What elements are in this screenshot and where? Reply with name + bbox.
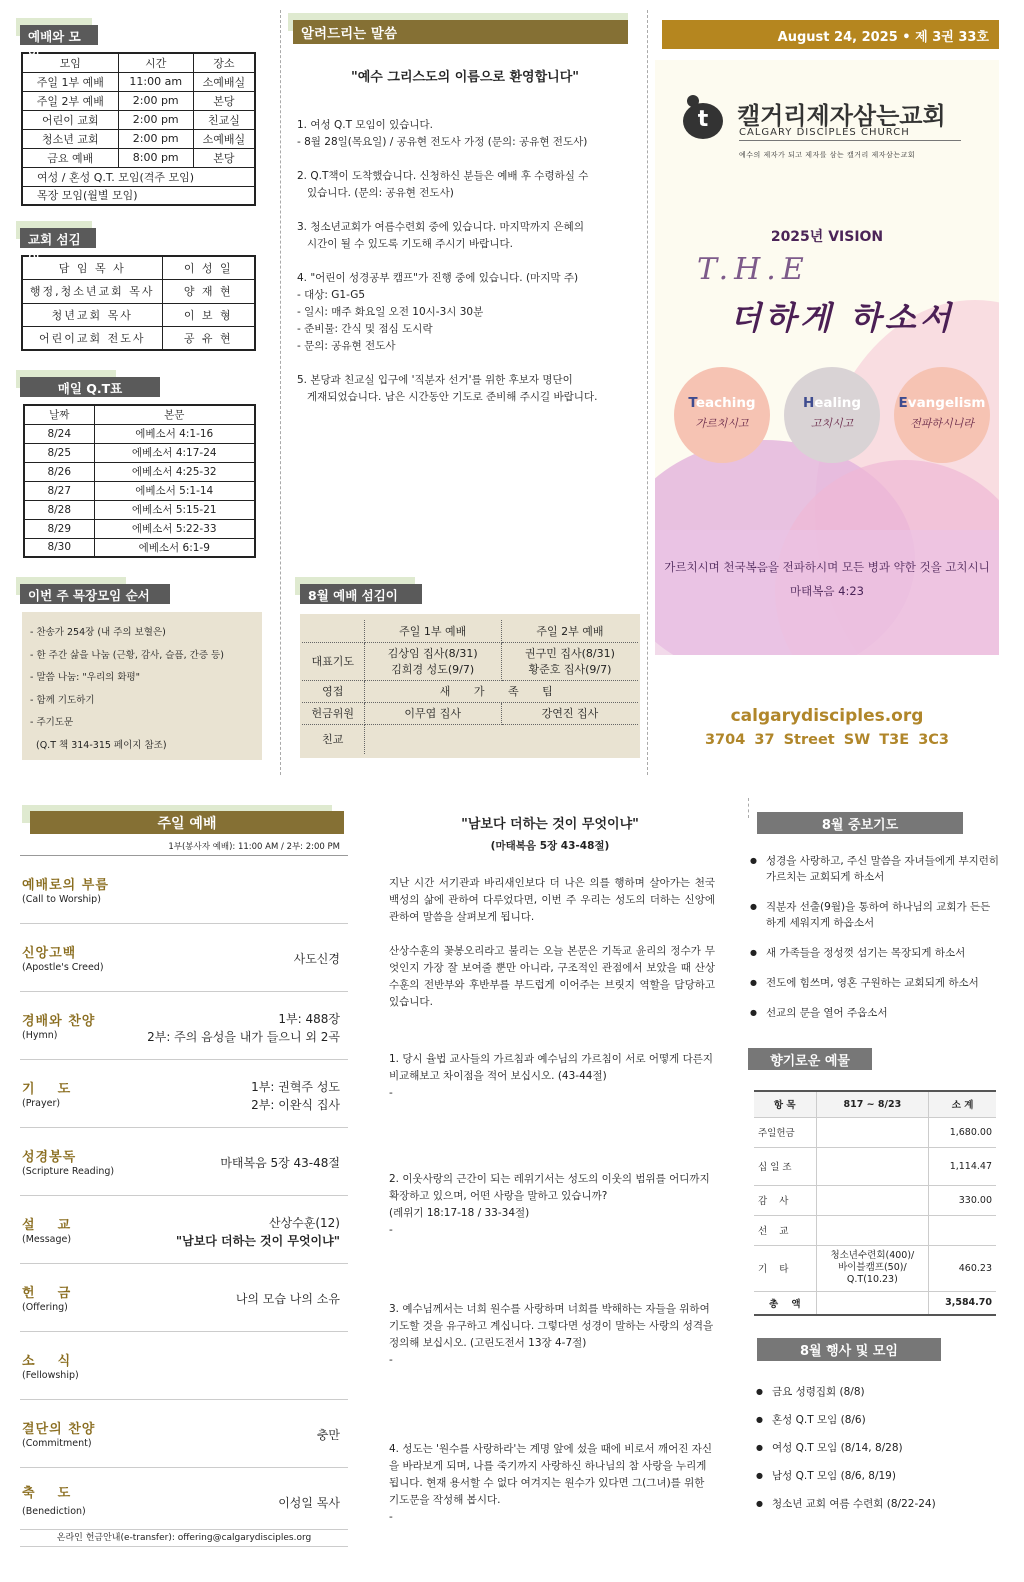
- sermon-ref: (마태복음 5장 43-48절): [490, 840, 610, 852]
- event-item: ● 혼성 Q.T 모임 (8/6): [756, 1412, 1006, 1428]
- table-row: [24, 443, 255, 462]
- cell-heading: 이번 주 목장모임 순서: [20, 584, 170, 604]
- list-item: - 함께 기도하기: [30, 694, 95, 706]
- table-cell: 3,584.70: [929, 1291, 996, 1315]
- table-row: [754, 1185, 996, 1215]
- table-row: [22, 280, 255, 304]
- list-item: (Q.T 책 314-315 페이지 참조): [36, 739, 167, 751]
- worship-item-title: 기 도: [22, 1082, 72, 1097]
- worship-row: [20, 924, 348, 992]
- table-cell: 청소년 교회: [22, 129, 118, 148]
- table-cell: 주일 1부 예배: [22, 72, 118, 91]
- table-row: [22, 327, 255, 351]
- table-cell: 에베소서 5:15-21: [94, 500, 255, 519]
- table-row: [22, 110, 255, 129]
- table-row: [24, 462, 255, 481]
- table-cell: 330.00: [929, 1185, 996, 1215]
- table-cell: 친교실: [193, 110, 255, 129]
- col-header: 주일 2부 예배: [501, 620, 638, 642]
- staff-heading: 교회 섬김이: [20, 228, 96, 248]
- vision-word: [894, 395, 990, 411]
- worship-item-title: 소 식: [22, 1354, 72, 1369]
- table-cell: 공 유 현: [162, 327, 255, 351]
- table-header: [754, 1091, 996, 1117]
- worship-item-value: [294, 950, 340, 968]
- table-cell: [816, 1291, 929, 1315]
- prayer-item: ● 성경을 사랑하고, 주신 말씀을 자녀들에게 부지런히 가르치는 교회되게 하소서: [750, 853, 1000, 885]
- table-cell: 양 재 현: [162, 280, 255, 304]
- worship-item-title: 예배로의 부름: [22, 878, 109, 893]
- qt-heading: 매일 Q.T표: [20, 377, 160, 397]
- worship-item-en: (Commitment): [22, 1438, 92, 1449]
- value-line: 1부: 권혁주 성도: [251, 1080, 340, 1094]
- table-cell: 항 목: [754, 1091, 816, 1117]
- vision-initial: E: [898, 395, 908, 411]
- event-item: ● 금요 성령집회 (8/8): [756, 1384, 1006, 1400]
- table-cell: 1,680.00: [929, 1117, 996, 1147]
- table-cell: 8/24: [24, 424, 94, 443]
- worship-item-value: [317, 1426, 340, 1444]
- table-row: [24, 500, 255, 519]
- worship-row: [20, 1400, 348, 1468]
- cell: 권구민 집사(8/31): [524, 647, 615, 660]
- cell: 새 가 족 팀: [364, 680, 638, 702]
- notice-line: - 일시: 매주 화요일 오전 10시-3시 30분: [297, 306, 484, 318]
- table-cell: 어린이교회 전도사: [22, 327, 162, 351]
- vision-slogan: 더하게 하소서: [730, 299, 955, 337]
- list-item: - 주기도문: [30, 717, 74, 728]
- vision-year: 2025년 VISION: [770, 229, 884, 245]
- worship-row: [20, 1264, 348, 1332]
- table-cell: 감 사: [754, 1185, 816, 1215]
- cell-order-box: [22, 612, 262, 760]
- table-cell: 8:00 pm: [118, 148, 193, 167]
- table-cell: [816, 1117, 929, 1147]
- worship-times: 1부(봉사자 예배): 11:00 AM / 2부: 2:00 PM: [168, 842, 340, 852]
- table-cell: 목장 모임(월별 모임): [22, 186, 255, 205]
- table-row: [22, 129, 255, 148]
- worship-item-title: 헌 금: [22, 1286, 72, 1301]
- row-label: 헌금위원: [302, 702, 364, 724]
- notice-line: - 8월 28일(목요일) / 공유현 전도사 가정 (문의: 공유현 전도사): [297, 136, 588, 148]
- worship-item-en: (Offering): [22, 1302, 68, 1313]
- qt-table: [23, 404, 256, 558]
- worship-row: [20, 856, 348, 924]
- table-row: [24, 538, 255, 557]
- table-cell: 본당: [193, 148, 255, 167]
- sermon-question: 2. 이웃사랑의 근간이 되는 레위기서는 성도의 이웃의 범위를 어디까지 확장하고 있으며, 어떤 사랑을 말하고 있습니까? (레위기 18:17-18 / 33-34절) -: [389, 1173, 710, 1236]
- table-cell: 2:00 pm: [118, 110, 193, 129]
- fold-line: [748, 798, 749, 818]
- notice-item: [297, 219, 637, 253]
- worship-item-value: [278, 1494, 340, 1512]
- table-cell: 장소: [193, 53, 255, 72]
- total-row: [754, 1291, 996, 1315]
- worship-item-value: [236, 1290, 340, 1308]
- events-heading: 8월 행사 및 모임: [757, 1338, 941, 1361]
- table-cell: 이 성 일: [162, 256, 255, 280]
- table-cell: 에베소서 4:17-24: [94, 443, 255, 462]
- table-cell: 주일헌금: [754, 1117, 816, 1147]
- notice-line: 2. Q.T책이 도착했습니다. 신청하신 분들은 예배 후 수령하실 수: [297, 170, 589, 182]
- sermon-question: 1. 당시 율법 교사들의 가르침과 예수님의 가르침이 서로 어떻게 다른지 비교해보고 차이점을 적어 보십시오. (43-44절) -: [389, 1053, 714, 1099]
- vision-rest: eaching: [695, 395, 756, 411]
- table-cell: 에베소서 5:1-14: [94, 481, 255, 500]
- servers-heading: 8월 예배 섬김이: [300, 584, 422, 604]
- online-offering-info: 온라인 헌금안내(e-transfer): offering@calgarydisciples.org: [20, 1530, 348, 1547]
- vision-ko: 전파하시니라: [910, 417, 974, 430]
- table-row: [754, 1215, 996, 1245]
- worship-item-title: 설 교: [22, 1218, 72, 1233]
- table-row: [22, 256, 255, 280]
- table-cell: 1,114.47: [929, 1147, 996, 1185]
- table-cell: 십 일 조: [754, 1147, 816, 1185]
- worship-row: [20, 1196, 348, 1264]
- church-name-en: CALGARY DISCIPLES CHURCH: [739, 127, 961, 141]
- events-list: [756, 1384, 1006, 1524]
- table-cell: 460.23: [929, 1245, 996, 1291]
- notice-line: 4. "어린이 성경공부 캠프"가 진행 중에 있습니다. (마지막 주): [297, 272, 579, 284]
- notice-line: 5. 본당과 친교실 입구에 '직분자 선거'를 위한 후보자 명단이: [297, 374, 573, 386]
- table-cell: 에베소서 5:22-33: [94, 519, 255, 538]
- vision-circle: [894, 367, 990, 463]
- vision-circle: [784, 367, 880, 463]
- table-cell: 2:00 pm: [118, 91, 193, 110]
- sermon-paragraph: 산상수훈의 꽃봉오리라고 불리는 오늘 본문은 기독교 윤리의 정수가 무엇인지 가장 잘 보여줄 뿐만 아니라, 구조적인 관점에서 보았을 때 산상수훈의 전반부와 후반부를 부드럽게 이어주는 브릿지 역할을 담당하고 있습니다.: [389, 945, 715, 1008]
- table-row: [22, 303, 255, 327]
- vision-ko: 고치시고: [810, 417, 854, 430]
- event-item: ● 남성 Q.T 모임 (8/6, 8/19): [756, 1468, 1006, 1484]
- row-label: 대표기도: [302, 642, 364, 680]
- cell: 김상임 집사(8/31): [387, 647, 478, 660]
- table-row: [22, 72, 255, 91]
- notice-line: - 준비물: 간식 및 점심 도시락: [297, 323, 433, 335]
- notice-line: 시간이 될 수 있도록 기도해 주시기 바랍니다.: [297, 238, 513, 250]
- table-row: [754, 1245, 996, 1291]
- table-cell: [816, 1215, 929, 1245]
- staff-table: [21, 255, 256, 351]
- worship-item-en: (Prayer): [22, 1098, 61, 1109]
- verse-ref: 마태복음 4:23: [790, 584, 864, 598]
- worship-item-title: 축 도: [22, 1486, 72, 1501]
- notice-line: 1. 여성 Q.T 모임이 있습니다.: [297, 119, 434, 131]
- table-cell: 여성 / 혼성 Q.T. 모임(격주 모임): [22, 167, 255, 186]
- table-cell: 금요 예배: [22, 148, 118, 167]
- worship-item-en: (Hymn): [22, 1030, 58, 1041]
- verse: 가르치시며 천국복음을 전파하시며 모든 병과 약한 것을 고치시니: [664, 560, 990, 574]
- vision-word: [674, 395, 770, 411]
- worship-row: [20, 1060, 348, 1128]
- vision-initial: H: [802, 395, 815, 411]
- event-item: ● 여성 Q.T 모임 (8/14, 8/28): [756, 1440, 1006, 1456]
- table-cell: 본당: [193, 91, 255, 110]
- table-cell: 주일 2부 예배: [22, 91, 118, 110]
- table-cell: 8/30: [24, 538, 94, 557]
- table-cell: 에베소서 6:1-9: [94, 538, 255, 557]
- worship-item-value: [147, 1010, 340, 1046]
- sermon-question: 4. 성도는 '원수를 사랑하라'는 계명 앞에 섰을 때에 비로서 깨어진 자신을 바라보게 되며, 나를 죽기까지 사랑하신 하나님의 참 사랑을 누리게 됩니다. 현재 용서할 수 없다 여겨지는 원수가 있다면 그(그녀)를 위한 기도문을 작성해 봅시다. -: [389, 1443, 713, 1523]
- value-line: 2부: 이완식 집사: [251, 1098, 340, 1112]
- welcome-title: "예수 그리스도의 이름으로 환영합니다": [350, 70, 580, 85]
- notice-line: 있습니다. (문의: 공유현 전도사): [297, 187, 454, 199]
- worship-item-title: 결단의 찬양: [22, 1422, 96, 1437]
- table-row: [22, 167, 255, 186]
- value-line: 이성일 목사: [278, 1496, 340, 1510]
- value-line: "남보다 더하는 것이 무엇이냐": [175, 1234, 340, 1248]
- value-line: 사도신경: [293, 952, 340, 966]
- table-cell: 총 액: [754, 1291, 816, 1315]
- church-name-ko: 캘거리제자삼는교회: [737, 102, 946, 130]
- sermon-body: [389, 875, 715, 1526]
- table-row: [754, 1117, 996, 1147]
- sermon-paragraph: 지난 시간 서기관과 바리새인보다 더 나은 의를 행하며 살아가는 천국 백성의 삶에 관하여 다루었다면, 이번 주 우리는 성도의 더하는 신앙에 관하여 말씀을 살펴보게 됩니다.: [389, 877, 715, 923]
- table-cell: 소예배실: [193, 129, 255, 148]
- table-cell: 11:00 am: [118, 72, 193, 91]
- vision-ko: 가르치시고: [695, 417, 749, 430]
- table-cell: 소예배실: [193, 72, 255, 91]
- worship-heading: 주일 예배: [30, 811, 344, 834]
- meetings-table: [21, 52, 256, 206]
- worship-item-title: 경배와 찬양: [22, 1014, 96, 1029]
- table-row: [24, 481, 255, 500]
- table-cell: 2:00 pm: [118, 129, 193, 148]
- table-row: [22, 148, 255, 167]
- value-line: 충만: [316, 1428, 340, 1442]
- table-cell: 청소년수련회(400)/ 바이블캠프(50)/ Q.T(10.23): [816, 1245, 929, 1291]
- vision-circle: [674, 367, 770, 463]
- table-cell: 청년교회 목사: [22, 303, 162, 327]
- fold-line: [280, 10, 281, 775]
- list-item: - 말씀 나눔: "우리의 화평": [30, 672, 141, 683]
- cell: 황준호 집사(9/7): [528, 663, 612, 676]
- worship-item-value: [220, 1154, 340, 1172]
- worship-item-title: 성경봉독: [22, 1150, 77, 1165]
- value-line: 1부: 488장: [278, 1012, 340, 1026]
- table-cell: 8/27: [24, 481, 94, 500]
- worship-item-en: (Fellowship): [22, 1370, 79, 1381]
- notice-line: - 문의: 공유현 전도사: [297, 340, 396, 352]
- motto: 예수의 제자가 되고 제자를 삼는 캘거리 제자삼는교회: [739, 151, 916, 159]
- worship-item-en: (Call to Worship): [22, 894, 101, 905]
- table-row: [24, 424, 255, 443]
- table-cell: 이 보 형: [162, 303, 255, 327]
- date-bar: August 24, 2025 • 제 3권 33호: [662, 20, 999, 49]
- vision-initial: T: [688, 395, 696, 411]
- table-cell: 모임: [22, 53, 118, 72]
- the-title: T.H.E: [697, 252, 810, 287]
- table-cell: 8/29: [24, 519, 94, 538]
- list-item: - 찬송가 254장 (내 주의 보혈은): [30, 627, 166, 638]
- table-header: [22, 53, 255, 72]
- table-cell: [816, 1147, 929, 1185]
- cell: 김희경 성도(9/7): [391, 663, 475, 676]
- prayer-item: ● 전도에 힘쓰며, 영혼 구원하는 교회되게 하소서: [750, 975, 1000, 991]
- notice-item: [297, 372, 637, 406]
- value-line: 마태복음 5장 43-48절: [220, 1156, 340, 1170]
- church-logo: t: [683, 95, 727, 139]
- meetings-heading: 예배와 모임: [20, 25, 98, 45]
- table-cell: [929, 1215, 996, 1245]
- vision-rest: ealing: [814, 395, 862, 411]
- intercession-list: [750, 853, 1000, 1035]
- table-cell: 어린이 교회: [22, 110, 118, 129]
- table-cell: 본문: [94, 405, 255, 424]
- table-cell: 8/26: [24, 462, 94, 481]
- prayer-item: ● 직분자 선출(9월)을 통하여 하나님의 교회가 든든하게 세워지게 하옵소서: [750, 899, 1000, 931]
- table-cell: 8/28: [24, 500, 94, 519]
- notice-line: 3. 청소년교회가 여름수련회 중에 있습니다. 마지막까지 은혜의: [297, 221, 584, 233]
- worship-row: [20, 1468, 348, 1530]
- vision-rest: vangelism: [907, 395, 986, 411]
- prayer-item: ● 선교의 문을 열어 주옵소서: [750, 1005, 1000, 1021]
- worship-row: [20, 1128, 348, 1196]
- table-cell: 817 ~ 8/23: [816, 1091, 929, 1117]
- worship-item-en: (Message): [22, 1234, 72, 1245]
- row-label: 친교: [302, 724, 364, 754]
- event-item: ● 청소년 교회 여름 수련회 (8/22-24): [756, 1496, 1006, 1512]
- servers-box: [300, 614, 640, 758]
- table-cell: 소 계: [929, 1091, 996, 1117]
- value-line: 산상수훈(12): [268, 1216, 340, 1230]
- sermon-title: "남보다 더하는 것이 무엇이냐": [461, 817, 639, 832]
- notice-list: [297, 117, 637, 423]
- table-cell: 에베소서 4:1-16: [94, 424, 255, 443]
- notices-heading: 알려드리는 말씀: [293, 20, 628, 44]
- table-row: [754, 1147, 996, 1185]
- notice-item: [297, 168, 637, 202]
- value-line: 2부: 주의 음성을 내가 들으니 외 2곡: [147, 1030, 340, 1044]
- table-cell: 행정,청소년교회 목사: [22, 280, 162, 304]
- worship-row: [20, 992, 348, 1060]
- cell: 이무엽 집사: [364, 702, 501, 724]
- worship-item-en: (Benediction): [22, 1506, 86, 1517]
- offering-table: [754, 1090, 996, 1316]
- fold-line: [647, 10, 648, 775]
- worship-item-value: [251, 1078, 340, 1114]
- notice-item: [297, 117, 637, 151]
- table-cell: [816, 1185, 929, 1215]
- website-link[interactable]: calgarydisciples.org: [730, 706, 924, 726]
- table-cell: 담 임 목 사: [22, 256, 162, 280]
- notice-line: 게재되었습니다. 남은 시간동안 기도로 준비해 주시길 바랍니다.: [297, 391, 598, 403]
- address: 3704 37 Street SW T3E 3C3: [704, 732, 950, 748]
- cell: 강연진 집사: [501, 702, 638, 724]
- worship-item-title: 신앙고백: [22, 946, 77, 961]
- notice-item: [297, 270, 637, 355]
- sermon-question: 3. 예수님께서는 너희 원수를 사랑하며 너희를 박해하는 자들을 위하여 기도할 것을 유구하고 계십니다. 그렇다면 성경이 말하는 사랑의 성격을 정의해 보십시오. (고린도전서 13장 4-7절) -: [389, 1303, 714, 1366]
- offering-heading: 향기로운 예물: [748, 1048, 872, 1070]
- vision-word: [784, 395, 880, 411]
- table-row: [22, 186, 255, 205]
- table-cell: 기 타: [754, 1245, 816, 1291]
- prayer-item: ● 새 가족들을 정성껏 섬기는 목장되게 하소서: [750, 945, 1000, 961]
- intercession-heading: 8월 중보기도: [757, 812, 963, 834]
- worship-row: [20, 1332, 348, 1400]
- table-cell: 선 교: [754, 1215, 816, 1245]
- row-label: 영접: [302, 680, 364, 702]
- notice-line: - 대상: G1-G5: [297, 289, 366, 301]
- table-row: [24, 519, 255, 538]
- worship-item-value: [176, 1214, 340, 1250]
- worship-item-en: (Apostle's Creed): [22, 962, 104, 973]
- table-header: [24, 405, 255, 424]
- list-item: - 한 주간 삶을 나눔 (근황, 감사, 슬픔, 간증 등): [30, 649, 224, 661]
- worship-item-en: (Scripture Reading): [22, 1166, 115, 1177]
- value-line: 나의 모습 나의 소유: [235, 1292, 340, 1306]
- col-header: 주일 1부 예배: [364, 620, 501, 642]
- table-cell: 시간: [118, 53, 193, 72]
- table-cell: 날짜: [24, 405, 94, 424]
- table-cell: 에베소서 4:25-32: [94, 462, 255, 481]
- table-row: [22, 91, 255, 110]
- table-cell: 8/25: [24, 443, 94, 462]
